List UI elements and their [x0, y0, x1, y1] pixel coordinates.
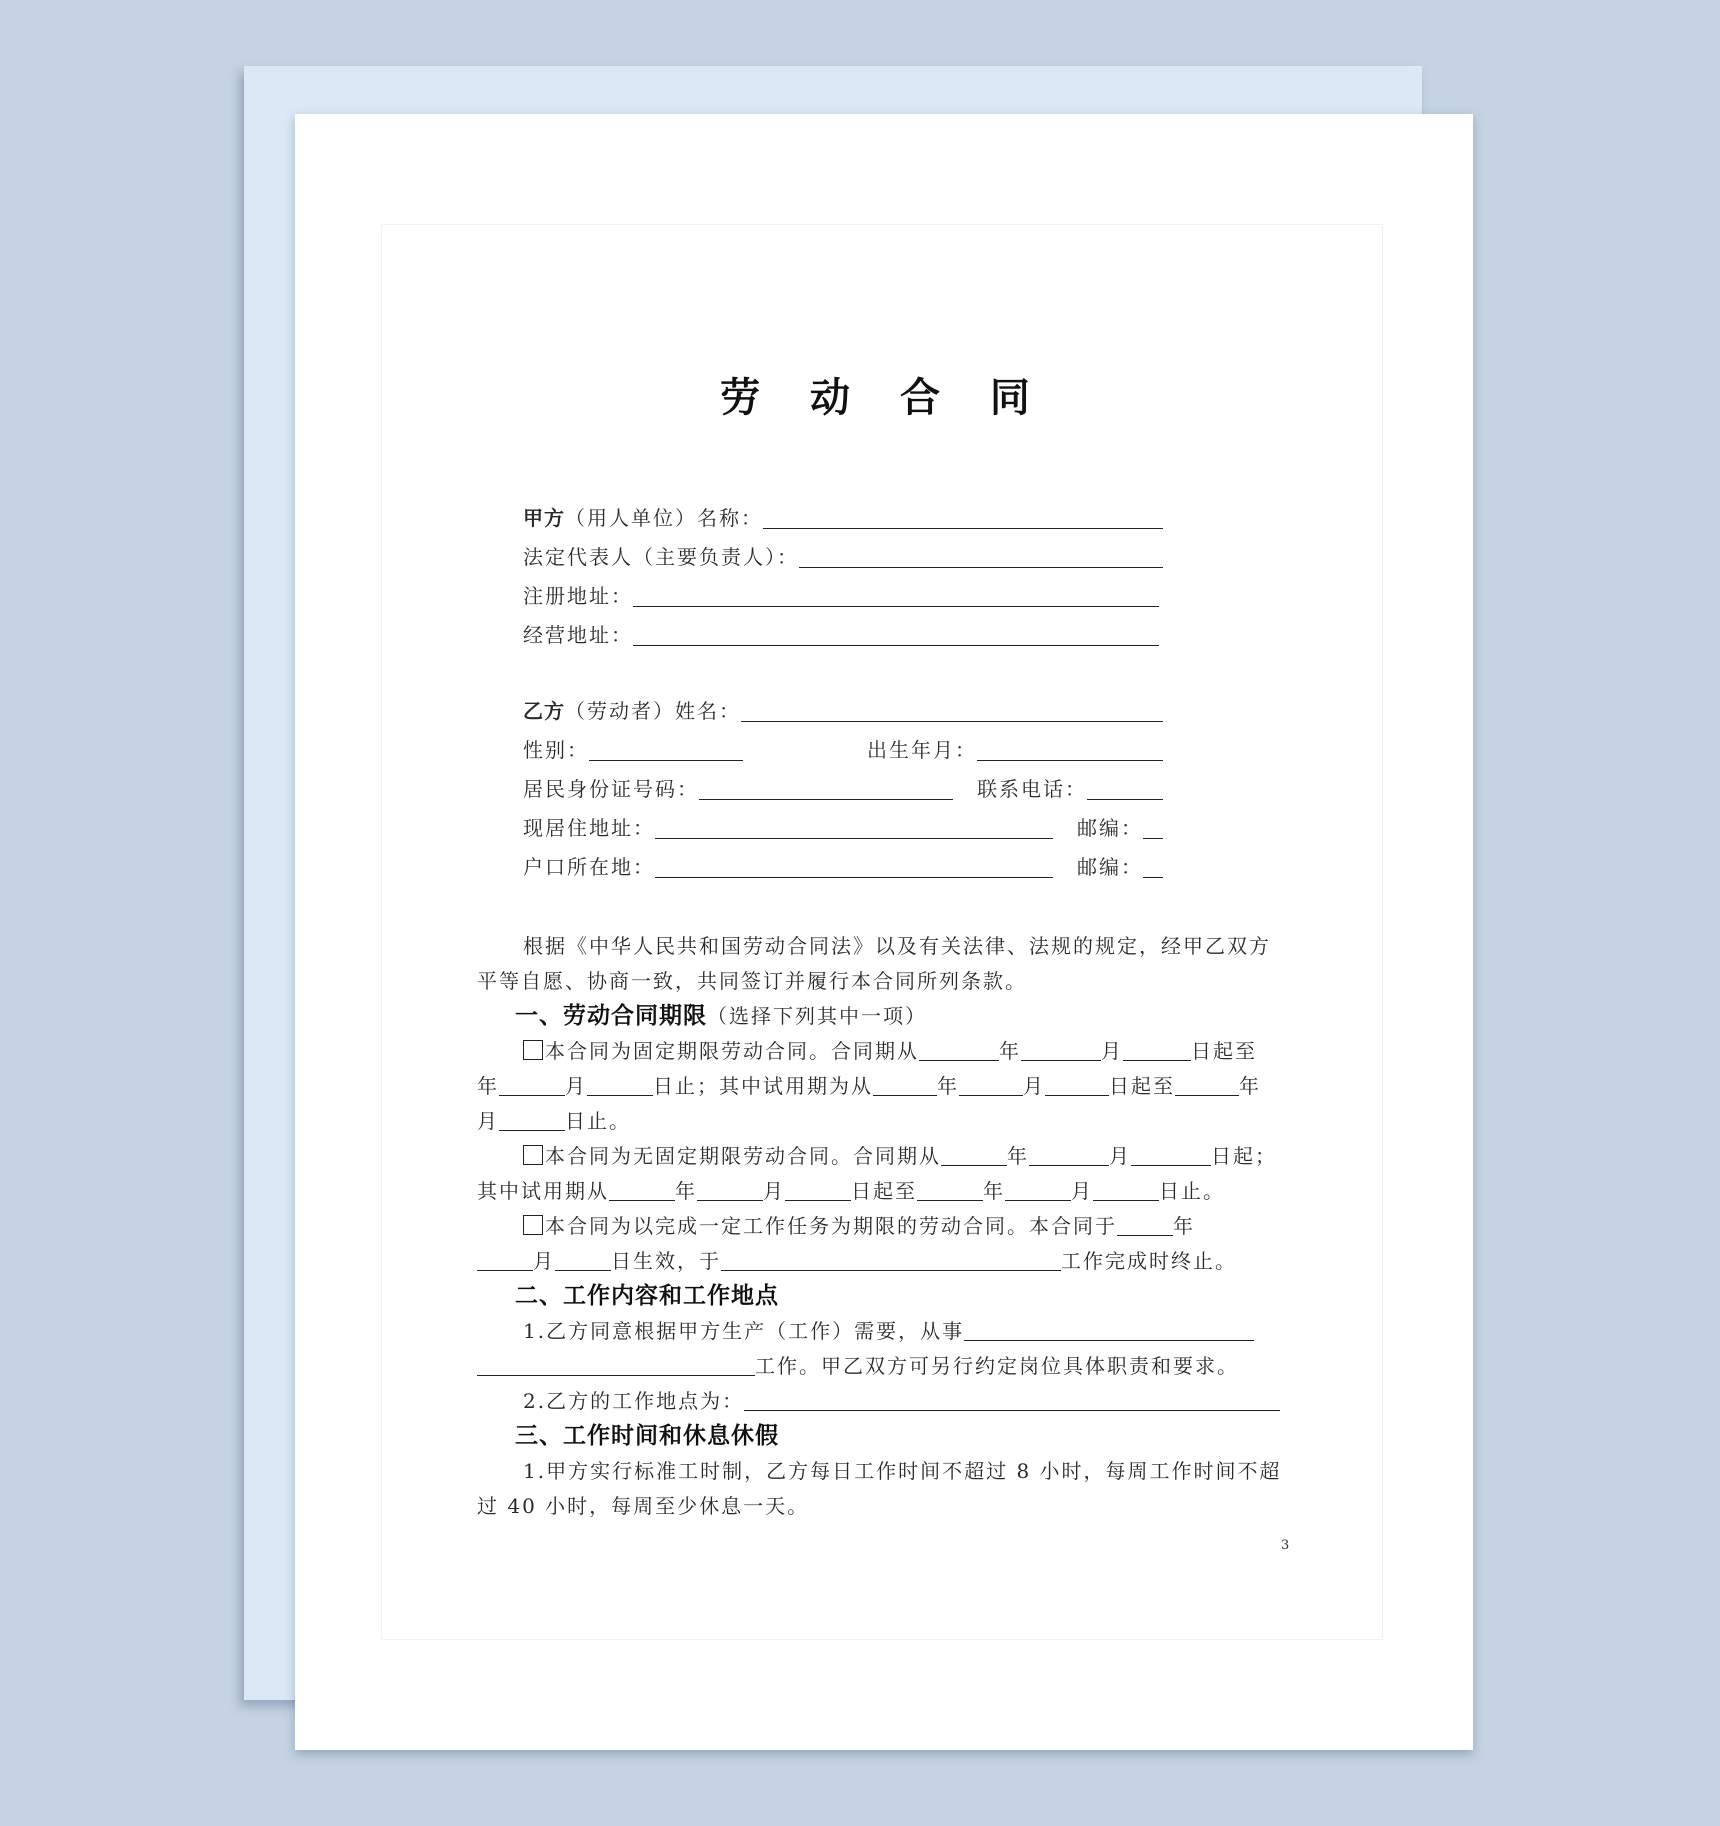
postcode-blank-2[interactable]	[1143, 851, 1163, 878]
blank[interactable]	[721, 1248, 1061, 1271]
section-3-heading: 三、工作时间和休息休假	[515, 1423, 779, 1449]
blank[interactable]	[1175, 1073, 1239, 1096]
reg-address-row	[523, 570, 1163, 609]
postcode-blank[interactable]	[1143, 812, 1163, 839]
blank[interactable]	[1029, 1143, 1109, 1166]
birth-label: 出生年月：	[867, 738, 977, 762]
intro-line-1: 根据《中华人民共和国劳动合同法》以及有关法律、法规的规定，经甲乙双方	[523, 934, 1271, 958]
reg-address-blank[interactable]	[633, 580, 1159, 607]
option-1-checkbox[interactable]	[523, 1040, 543, 1060]
party-b-fields	[523, 685, 1163, 880]
id-number-label: 居民身份证号码：	[523, 777, 699, 801]
birth-blank[interactable]	[977, 734, 1163, 761]
party-b-name-row	[523, 685, 1163, 724]
section-1-heading: 一、劳动合同期限（选择下列其中一项）	[515, 1003, 927, 1029]
blank[interactable]	[1117, 1213, 1173, 1236]
blank[interactable]	[697, 1178, 763, 1201]
party-b-name-blank[interactable]	[741, 695, 1163, 722]
legal-rep-row	[523, 531, 1163, 570]
blank[interactable]	[919, 1038, 999, 1061]
blank[interactable]	[499, 1073, 565, 1096]
legal-rep-label: 法定代表人（主要负责人）：	[523, 545, 799, 569]
party-b-name-label: 乙方（劳动者）姓名：	[523, 699, 741, 723]
blank[interactable]	[1021, 1038, 1101, 1061]
id-phone-row	[523, 763, 1163, 802]
blank[interactable]	[873, 1073, 937, 1096]
section-2-para-1-line-1: 1.乙方同意根据甲方生产（工作）需要，从事	[477, 1314, 1287, 1349]
document-page	[295, 114, 1473, 1750]
option-2-checkbox[interactable]	[523, 1145, 543, 1165]
biz-address-blank[interactable]	[633, 619, 1159, 646]
phone-blank[interactable]	[1087, 773, 1163, 800]
current-address-label: 现居住地址：	[523, 816, 655, 840]
option-1-line-3: 月 日止。	[477, 1109, 631, 1133]
legal-rep-blank[interactable]	[799, 541, 1163, 568]
party-a-fields	[523, 492, 1163, 648]
blank[interactable]	[1045, 1073, 1109, 1096]
gender-birth-row	[523, 724, 1163, 763]
gender-blank[interactable]	[589, 734, 743, 761]
reg-address-label: 注册地址：	[523, 584, 633, 608]
intro-line-2: 平等自愿、协商一致，共同签订并履行本合同所列条款。	[477, 969, 1027, 993]
option-2-line-1: 本合同为无固定期限劳动合同。合同期从 年 月 日起；	[477, 1139, 1287, 1174]
current-address-row	[523, 802, 1163, 841]
biz-address-label: 经营地址：	[523, 623, 633, 647]
hukou-label: 户口所在地：	[523, 855, 655, 879]
option-1-line-1: 本合同为固定期限劳动合同。合同期从 年 月 日起至	[477, 1034, 1287, 1069]
blank[interactable]	[1123, 1038, 1191, 1061]
party-a-name-blank[interactable]	[763, 502, 1163, 529]
biz-address-row	[523, 609, 1163, 648]
section-2-para-2: 2.乙方的工作地点为：	[477, 1384, 1287, 1419]
blank[interactable]	[499, 1108, 565, 1131]
party-a-name-row	[523, 492, 1163, 531]
blank[interactable]	[587, 1073, 653, 1096]
blank[interactable]	[1131, 1143, 1211, 1166]
postcode-label: 邮编：	[1077, 816, 1143, 840]
blank[interactable]	[941, 1143, 1007, 1166]
option-3-checkbox[interactable]	[523, 1215, 543, 1235]
option-2-line-2: 其中试用期从 年 月 日起至 年 月 日止。	[477, 1179, 1225, 1203]
postcode-label-2: 邮编：	[1077, 855, 1143, 879]
blank[interactable]	[609, 1178, 675, 1201]
section-3-para-1-line-1: 1.甲方实行标准工时制，乙方每日工作时间不超过 8 小时，每周工作时间不超	[523, 1459, 1282, 1483]
id-number-blank[interactable]	[699, 773, 953, 800]
option-3-line-1: 本合同为以完成一定工作任务为期限的劳动合同。本合同于 年	[477, 1209, 1287, 1244]
blank[interactable]	[1093, 1178, 1159, 1201]
blank[interactable]	[959, 1073, 1023, 1096]
blank[interactable]	[917, 1178, 983, 1201]
contract-body	[477, 929, 1287, 1524]
page-number: 3	[1281, 1538, 1290, 1553]
blank[interactable]	[964, 1318, 1254, 1341]
hukou-blank[interactable]	[655, 851, 1053, 878]
gender-label: 性别：	[523, 738, 589, 762]
phone-label: 联系电话：	[977, 777, 1087, 801]
section-2-para-1-line-2: 工作。甲乙双方可另行约定岗位具体职责和要求。	[477, 1349, 1287, 1384]
party-a-name-label: 甲方（用人单位）名称：	[523, 506, 763, 530]
option-1-line-2: 年 月 日止；其中试用期为从 年 月 日起至 年	[477, 1074, 1261, 1098]
hukou-row	[523, 841, 1163, 880]
option-3-line-2: 月 日生效，于 工作完成时终止。	[477, 1244, 1287, 1279]
document-title: 劳 动 合 同	[720, 375, 1048, 421]
blank[interactable]	[477, 1248, 533, 1271]
blank[interactable]	[477, 1353, 755, 1376]
blank[interactable]	[555, 1248, 611, 1271]
blank[interactable]	[744, 1388, 1280, 1411]
blank[interactable]	[1005, 1178, 1071, 1201]
section-3-para-1-line-2: 过 40 小时，每周至少休息一天。	[477, 1494, 810, 1518]
section-2-heading: 二、工作内容和工作地点	[515, 1283, 779, 1309]
current-address-blank[interactable]	[655, 812, 1053, 839]
blank[interactable]	[785, 1178, 851, 1201]
